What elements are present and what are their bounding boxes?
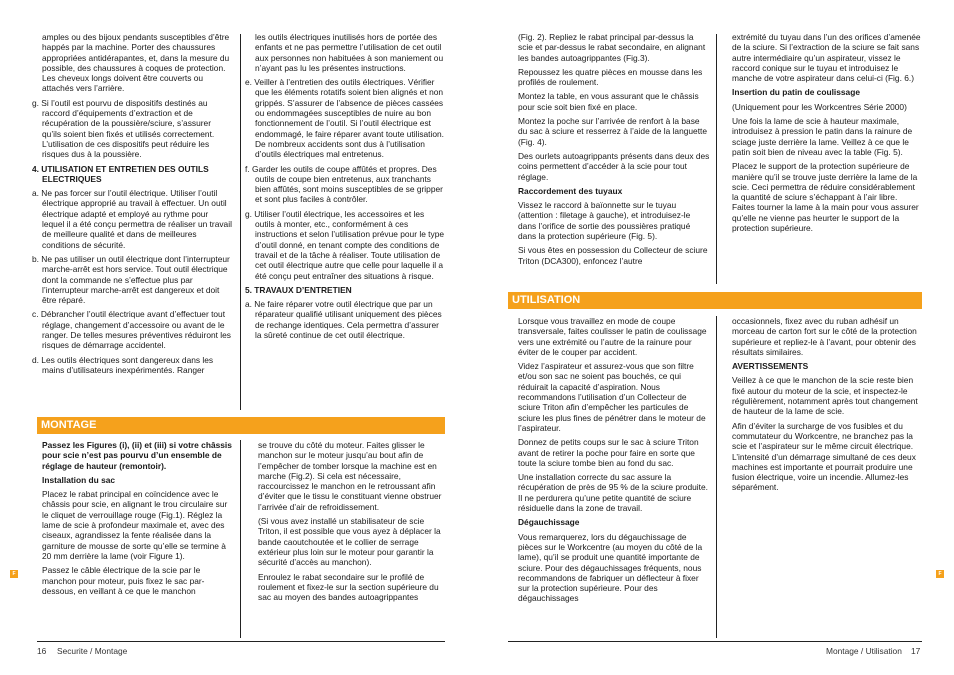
right-col1 bbox=[518, 32, 710, 270]
left-col4 bbox=[258, 440, 446, 606]
paragraph: Enroulez le rabat secondaire sur le profilé de roulement et fixez-le sur la section supérieure du sac au moyen des bandes autoagrippantes bbox=[258, 571, 439, 603]
paragraph: Vous remarquerez, lors du dégauchissage de pièces sur le Workcentre (au moyen du côté de la lame), qu’il se produit une quantité importante de sciure. Pour des dégauchissages fréquents, nous recommandons de fabriquer un déflecteur à fixer sur la protection supérieure. Pour des dégauchissages bbox=[518, 531, 703, 604]
paragraph: Veillez à ce que le manchon de la scie reste bien fixé autour du moteur de la scie, et inspectez-le régulièrement, notamment après tout changement de hauteur de la lame de scie. bbox=[732, 375, 918, 417]
paragraph: Donnez de petits coups sur le sac à sciure Triton avant de retirer la poche pour faire en sorte que toute la sciure tombe bien au fond du sac. bbox=[518, 437, 699, 468]
paragraph: Passez le câble électrique de la scie par le manchon pour moteur, puis fixez le sac par-dessous, en veillant à ce que le manchon bbox=[42, 565, 205, 596]
page-number: 17 bbox=[911, 646, 921, 656]
paragraph: Raccordement des tuyaux bbox=[518, 185, 623, 196]
left-col3 bbox=[32, 440, 232, 600]
footer-title: Securite / Montage bbox=[57, 646, 128, 656]
paragraph: Si vous êtes en possession du Collecteur de sciure Triton (DCA300), enfoncez l’autre bbox=[518, 245, 708, 266]
paragraph: les outils électriques inutilisés hors de portée des enfants et ne pas permettre l’utilisation de cet outil aux personnes non habituées à son maniement ou n’ayant pas lu les présentes instructions. bbox=[255, 32, 444, 73]
footer-rule bbox=[508, 641, 922, 642]
paragraph: e. Veiller à l’entretien des outils électriques. Vérifier que les éléments rotatifs soient bien alignés et non grippés. S’assurer de l’absence de pièces cassées ou endommagées susceptibles de nuire au bon fonctionnement de l’outil. Si l’outil électrique est endommagé, le faire réparer avant toute utilisation. De nombreux accidents sont dus à l’utilisation d’outils électriques mal entretenus. bbox=[245, 77, 445, 160]
column-divider bbox=[716, 34, 717, 284]
paragraph: g. Si l’outil est pourvu de dispositifs destinés au raccord d’équipements d’extraction et de récupération de la poussière/sciure, s’assurer qu’ils soient bien fixés et utilisés correctement. L’utilisation de ces dispositifs peut réduire les risques dus à la poussière. bbox=[32, 97, 215, 160]
paragraph: Repoussez les quatre pièces en mousse dans les profilés de roulement. bbox=[518, 66, 703, 88]
paragraph: 4. UTILISATION ET ENTRETIEN DES OUTILS ELECTRIQUES bbox=[32, 163, 209, 184]
language-tab: F bbox=[936, 570, 944, 578]
footer-rule bbox=[37, 641, 445, 642]
right-col4 bbox=[732, 316, 922, 497]
left-col2 bbox=[245, 32, 445, 344]
paragraph: g. Utiliser l’outil électrique, les accessoires et les outils à monter, etc., conformément à ces instructions et selon l’utilisation prévue pour le type d’outil donné, en tenant compte des conditions de travail et de la tâche à réaliser. Toute utilisation de cet outil électrique autre que celle pour laquelle il a été conçu peut entraîner des situations à risque. bbox=[245, 208, 445, 281]
page-number: 16 bbox=[37, 646, 47, 656]
paragraph: a. Ne faire réparer votre outil électrique que par un réparateur qualifié utilisant uniquement des pièces de rechange identiques. Cela permettra d’assurer la sûreté continue de cet outil électrique. bbox=[245, 299, 442, 341]
paragraph: Une installation correcte du sac assure la récupération de près de 95 % de la sciure produite. Il ne perdurera qu’une petite quantité de sciure résiduelle dans la zone de travail. bbox=[518, 472, 708, 514]
paragraph: Installation du sac bbox=[42, 474, 116, 485]
paragraph: Dégauchissage bbox=[518, 517, 580, 528]
column-divider bbox=[240, 34, 241, 410]
right-col3 bbox=[518, 316, 710, 608]
paragraph: (Uniquement pour les Workcentres Série 2000) bbox=[732, 101, 907, 112]
paragraph: Une fois la lame de scie à hauteur maximale, introduisez à pression le patin dans la rainure de sciage juste derrière la lame. Veillez à ce que le patin soit bien de niveau avec la table (Fig. 5). bbox=[732, 116, 913, 157]
paragraph: (Fig. 2). Repliez le rabat principal par-dessus la scie et par-dessus le rabat secondaire, en alignant les bandes autoagrippantes (Fig.3). bbox=[518, 32, 706, 63]
paragraph: Montez la poche sur l’arrivée de renfort à la base du sac à sciure et resserrez à l’aide de la languette (Fig. 4). bbox=[518, 116, 708, 147]
paragraph: d. Les outils électriques sont dangereux dans les mains d’utilisateurs inexpérimentés. Ranger bbox=[32, 354, 214, 375]
paragraph: Vissez le raccord à baïonnette sur le tuyau (attention : filetage à gauche), et introduisez-le dans l’orifice de sortie des poussières pratiqué dans la protection supérieure (Fig. 5). bbox=[518, 200, 691, 242]
paragraph: Passez les Figures (i), (ii) et (iii) si votre châssis pour scie n’est pas pourvu d’un ensemble de réglage de hauteur (remontoir). bbox=[42, 440, 232, 471]
paragraph: Videz l’aspirateur et assurez-vous que son filtre et/ou son sac ne soient pas bouchés, ce qui réduirait la capacité d’aspiration. Nous recommandons l’utilisation d’un Collecteur de sciure Triton afin d’empêcher les particules de sciure les plus fines de pénétrer dans le moteur de l’aspirateur. bbox=[518, 361, 706, 433]
section-title-montage: MONTAGE bbox=[37, 417, 445, 434]
paragraph: c. Débrancher l’outil électrique avant d’effectuer tout réglage, changement d’accessoire ou avant de le ranger. De telles mesures préventives réduiront les risques de démarrage accidentel. bbox=[32, 309, 231, 351]
paragraph: Placez le support de la protection supérieure de manière qu’il se trouve juste derrière la lame de la scie. Ceci permettra de réduire considérablement la quantité de sciure s’échappant à l’air libre. Faites tourner la lame à la main pour vous assurer qu’elle ne vienne pas heurter le support de la protection supérieure. bbox=[732, 161, 919, 234]
paragraph: Des ourlets autoagrippants présents dans deux des coins permettent d’accéder à la scie pour tout réglage. bbox=[518, 150, 710, 182]
paragraph: extrémité du tuyau dans l’un des orifices d’amenée de la sciure. Si l’extraction de la sciure se fait sans autre intermédiaire qu’un aspirateur, vissez le raccord conique sur le tuyau et introduisez le manche de votre aspirateur dans celui-ci (Fig. 6.) bbox=[732, 32, 921, 84]
section-title-utilisation: UTILISATION bbox=[508, 292, 922, 309]
paragraph: Insertion du patin de coulissage bbox=[732, 87, 860, 98]
paragraph: Montez la table, en vous assurant que le châssis pour scie soit bien fixé en place. bbox=[518, 91, 699, 112]
paragraph: amples ou des bijoux pendants susceptibles d’être happés par la machine. Porter des chaussures appropriées antidérapantes, et, dans la mesure du possible, des chaussures à coques de protection. Les cheveux longs doivent être couverts ou attachés vers l’arrière. bbox=[42, 32, 230, 94]
footer-title: Montage / Utilisation bbox=[826, 646, 902, 656]
column-divider bbox=[240, 440, 241, 638]
paragraph: Lorsque vous travaillez en mode de coupe transversale, faites coulisser le patin de coulissage vers une extrémité ou l’autre de la rainure pour éviter de le couper par accident. bbox=[518, 316, 707, 357]
paragraph: occasionnels, fixez avec du ruban adhésif un morceau de carton fort sur le côté de la protection supérieure et repliez-le à l’avant, pour obtenir des résultats similaires. bbox=[732, 316, 917, 357]
paragraph: a. Ne pas forcer sur l’outil électrique. Utiliser l’outil électrique approprié au travail à effectuer. Un outil électrique adapté et employé au rythme pour lequel il a été conçu permettra de réaliser un travail de meilleure qualité et dans de meilleures conditions de sécurité. bbox=[32, 188, 232, 250]
left-col1 bbox=[32, 32, 232, 379]
right-col2 bbox=[732, 32, 922, 237]
paragraph: AVERTISSEMENTS bbox=[732, 361, 809, 372]
paragraph: b. Ne pas utiliser un outil électrique dont l’interrupteur marche-arrêt est hors service. Tout outil électrique dont la commande ne s’effectue plus par l’interrupteur marche-arrêt est dangereux et doit être réparé. bbox=[32, 253, 230, 306]
paragraph: 5. TRAVAUX D’ENTRETIEN bbox=[245, 284, 352, 295]
column-divider bbox=[716, 316, 717, 638]
paragraph: f. Garder les outils de coupe affûtés et propres. Des outils de coupe bien entretenus, aux tranchants bien affûtés, sont moins susceptibles de se gripper et sont plus faciles à contrôler. bbox=[245, 163, 443, 205]
language-tab: F bbox=[10, 570, 18, 578]
paragraph: Afin d’éviter la surcharge de vos fusibles et du commutateur du Workcentre, ne branchez pas la scie et l’aspirateur sur le même circuit électrique. L’intensité d’un démarrage simultané de ces deux machines est importante et pourrait produire une fusion électrique, voire un incendie. Allumez-les séparément. bbox=[732, 420, 916, 493]
paragraph: (Si vous avez installé un stabilisateur de scie Triton, il est possible que vous ayez à déplacer la bande caoutchoutée et le collier de serrage extérieur plus loin sur le moteur pour garantir la sécurité d’accès au manchon). bbox=[258, 516, 441, 568]
paragraph: se trouve du côté du moteur. Faites glisser le manchon sur le moteur jusqu’au bout afin de l’empêcher de tomber lorsque la machine est en marche (Fig.2). Si cela est nécessaire, raccourcissez le manchon en le retroussant afin d’éviter que le tissu le constituant vienne obstruer l’arrivée d’air de refroidissement. bbox=[258, 440, 442, 512]
paragraph: Placez le rabat principal en coïncidence avec le châssis pour scie, en alignant le trou circulaire sur le cliquet de verrouillage rouge (Fig.1). Réglez la lame de scie à profondeur maximale et, avec des ciseaux, agrandissez la fente réalisée dans la garniture de mousse de sorte qu’elle se termine à 20 mm derrière la lame (voir Figure 1). bbox=[42, 489, 228, 561]
